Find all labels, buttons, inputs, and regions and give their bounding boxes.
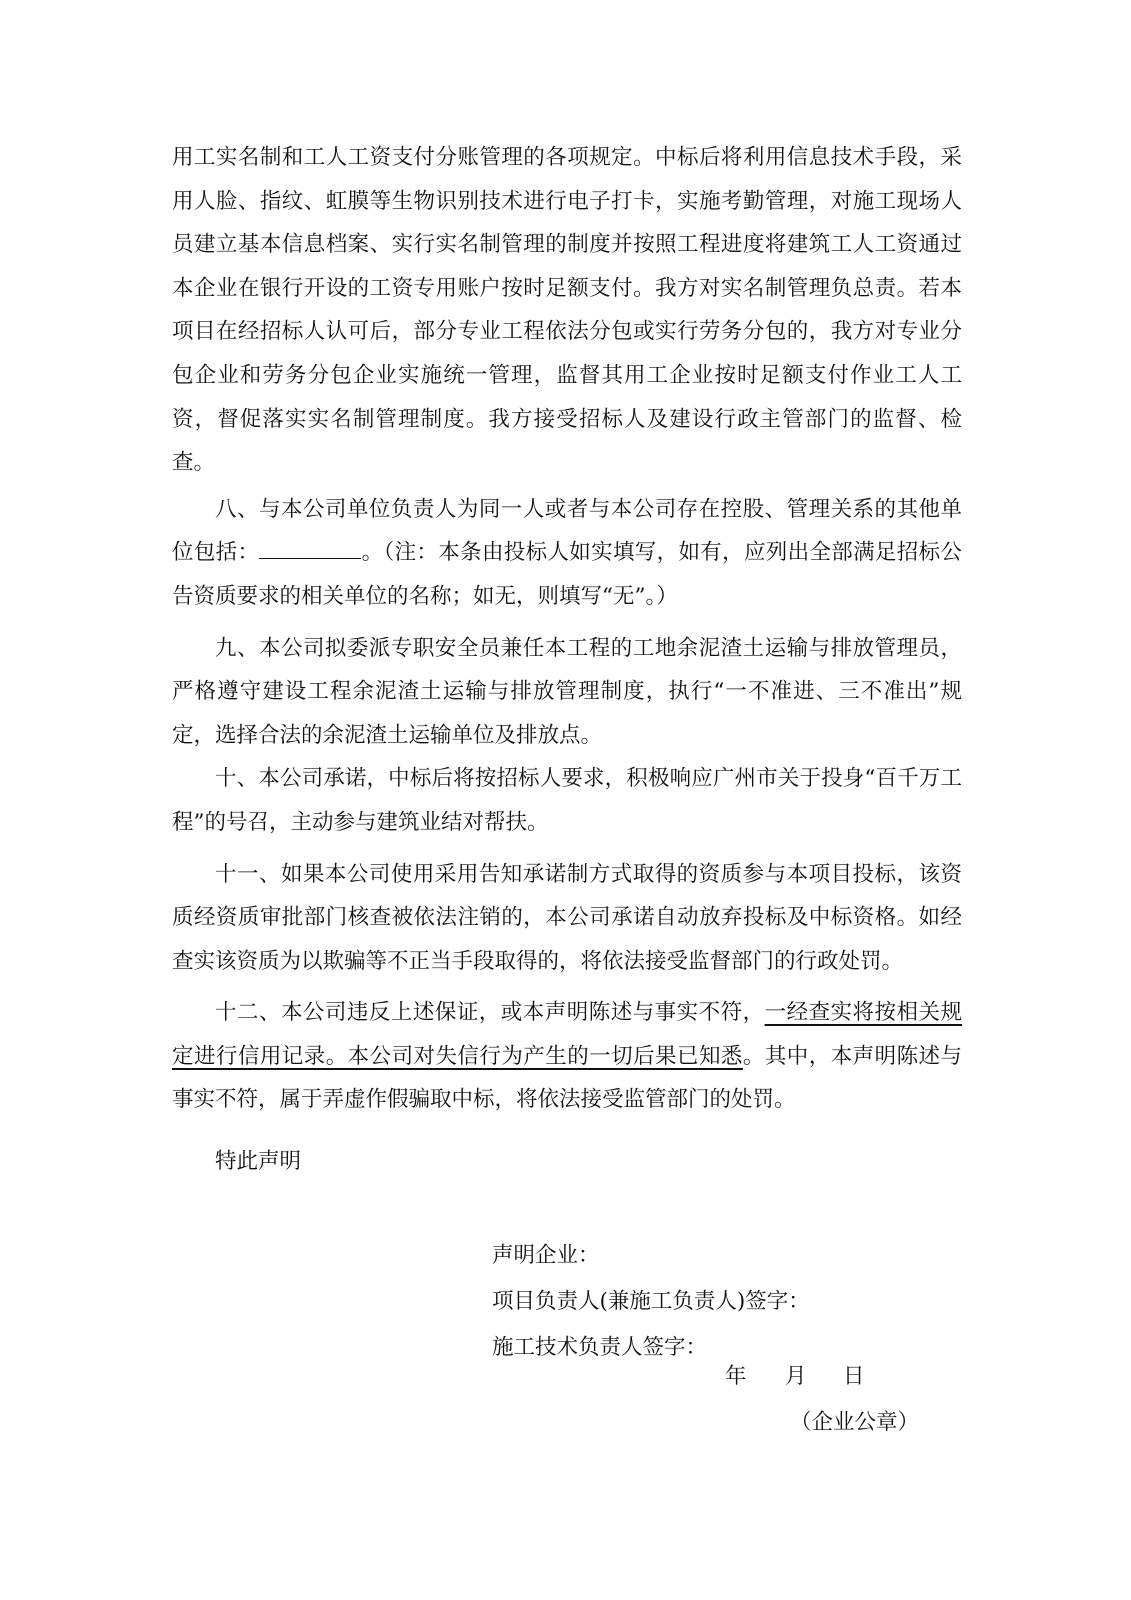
paragraph-10: 十、本公司承诺，中标后将按招标人要求，积极响应广州市关于投身“百千万工程”的号召，主动参与建筑业结对帮扶。 xyxy=(172,766,962,835)
paragraph-12 xyxy=(172,991,962,1122)
company-label: 声明企业： xyxy=(492,1243,600,1268)
paragraph-8-text-after: 。（注：本条由投标人如实填写，如有，应列出全部满足招标公告资质要求的相关单位的名称；如无，则填写“无”。） xyxy=(172,540,962,609)
company-seal-label: （企业公章） xyxy=(790,1410,920,1435)
date-day-label: 日 xyxy=(843,1364,865,1389)
signature-block xyxy=(492,1233,810,1371)
paragraph-11: 十一、如果本公司使用采用告知承诺制方式取得的资质参与本项目投标，该资质经资质审批部门核查被依法注销的，本公司承诺自动放弃投标及中标资格。如经查实该资质为以欺骗等不正当手段取得的，将依法接受监督部门的行政处罚。 xyxy=(172,861,962,974)
paragraph-8 xyxy=(172,488,962,619)
paragraph-12-text-after: 。其中，本声明陈述与事实不符，属于弄虚作假骗取中标，将依法接受监管部门的处罚。 xyxy=(172,1043,962,1113)
date-year-label: 年 xyxy=(725,1364,747,1389)
tech-lead-signature-label: 施工技术负责人签字： xyxy=(492,1335,708,1360)
paragraph-9: 九、本公司拟委派专职安全员兼任本工程的工地余泥渣土运输与排放管理员，严格遵守建设工程余泥渣土运输与排放管理制度，执行“一不准进、三不准出”规定，选择合法的余泥渣土运输单位及排放点。 xyxy=(172,635,962,748)
project-lead-signature-label: 项目负责人(兼施工负责人)签字： xyxy=(492,1289,810,1314)
fill-in-blank[interactable] xyxy=(259,532,361,559)
closing-statement: 特此声明 xyxy=(215,1149,302,1174)
date-line xyxy=(725,1362,865,1392)
paragraph-12-text-before: 十二、本公司违反上述保证，或本声明陈述与事实不符， xyxy=(215,1000,765,1026)
paragraph-continued: 用工实名制和工人工资支付分账管理的各项规定。中标后将利用信息技术手段，采用人脸、指纹、虹膜等生物识别技术进行电子打卡，实施考勤管理，对施工现场人员建立基本信息档案、实行实名制管理的制度并按照工程进度将建筑工人工资通过本企业在银行开设的工资专用账户按时足额支付。我方对实名制管理负总责。若本项目在经招标人认可后，部分专业工程依法分包或实行劳务分包的，我方对专业分包企业和劳务分包企业实施统一管理，监督其用工企业按时足额支付作业工人工资，督促落实实名制管理制度。我方接受招标人及建设行政主管部门的监督、检查。 xyxy=(172,145,962,476)
document-body xyxy=(172,136,962,1122)
paragraph-8-text-before: 八、与本公司单位负责人为同一人或者与本公司存在控股、管理关系的其他单位包括： xyxy=(172,496,962,566)
paragraph-12-underlined-text: 一经查实将按相关规定进行信用记录。本公司对失信行为产生的一切后果已知悉 xyxy=(172,1000,962,1069)
date-month-label: 月 xyxy=(785,1364,807,1389)
